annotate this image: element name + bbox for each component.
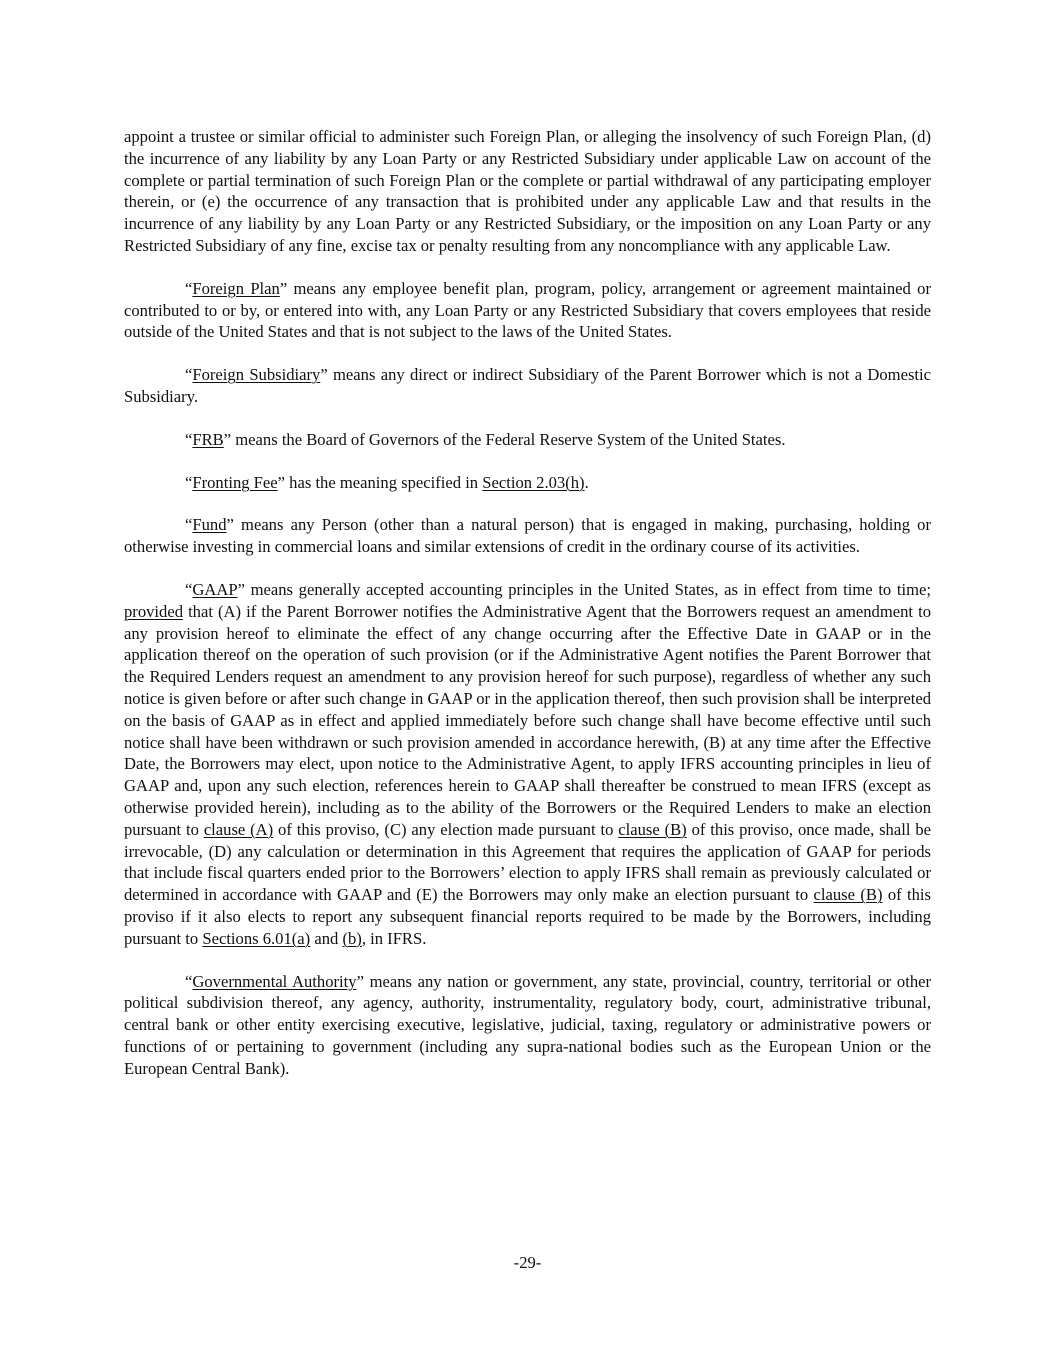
- close-quote: ”: [237, 579, 245, 599]
- definition-text: means the Board of Governors of the Federal Reserve System of the United States.: [231, 429, 786, 449]
- open-quote: “: [185, 472, 193, 492]
- page-number: -29-: [513, 1253, 542, 1272]
- continuation-paragraph: [124, 126, 931, 257]
- definition-text: has the meaning specified in: [285, 472, 483, 492]
- definition-text: of this proviso, (C) any election made pursuant to: [273, 819, 619, 839]
- definition-governmental-authority: [124, 971, 931, 1080]
- defined-term-foreign-subsidiary: Foreign Subsidiary: [192, 365, 321, 385]
- definition-foreign-plan: [124, 278, 931, 343]
- definition-foreign-subsidiary: [124, 364, 931, 408]
- definition-fund: [124, 514, 931, 558]
- defined-term-governmental-authority: Governmental Authority: [192, 971, 357, 991]
- open-quote: “: [185, 579, 193, 599]
- open-quote: “: [185, 515, 193, 535]
- continuation-text: appoint a trustee or similar official to administer such Foreign Plan, or alleging the insolvency of such Foreign Plan, (d) the incurrence of any liability by any Loan Party or any Restricted Subsidiary under applicable Law on account of the complete or partial termination of such Foreign Plan or the complete or partial withdrawal of any participating employer therein, or (e) the occurrence of any transaction that is prohibited under any applicable Law and that results in the incurrence of any liability by any Loan Party or any Restricted Subsidiary, or the imposition on any Loan Party or any Restricted Subsidiary of any fine, excise tax or penalty resulting from any noncompliance with any applicable Law.: [124, 127, 931, 255]
- definition-text: , in IFRS.: [361, 928, 427, 948]
- open-quote: “: [185, 278, 193, 298]
- document-page: [124, 126, 931, 1100]
- defined-term-fronting-fee: Fronting Fee: [192, 472, 278, 492]
- definition-frb: [124, 429, 931, 451]
- section-reference: Section 2.03(h): [482, 472, 585, 492]
- close-quote: ”: [277, 472, 286, 492]
- definition-text: that (A) if the Parent Borrower notifies the Administrative Agent that the Borrowers request an amendment to any provision hereof to eliminate the effect of any change occurring after the Effective Date in GAAP or in the application thereof on the operation of such provision (or if the Administrative Agent notifies the Parent Borrower that the Required Lenders request an amendment to any provision hereof for such purpose), regardless of whether any such notice is given before or after such change in GAAP or in the application thereof, then such provision shall be interpreted on the basis of GAAP as in effect and applied immediately before such change shall have become effective until such notice shall have been withdrawn or such provision amended in accordance herewith, (B) at any time after the Effective Date, the Borrowers may elect, upon notice to the Administrative Agent, to apply IFRS accounting principles in lieu of GAAP and, upon any such election, references herein to GAAP shall thereafter be construed to mean IFRS (except as otherwise provided herein), including as to the ability of the Borrowers or the Required Lenders to make an election pursuant to: [124, 601, 931, 839]
- definition-fronting-fee: [124, 472, 931, 494]
- definition-text: means any employee benefit plan, program, policy, arrangement or agreement maintained or contributed to or by, or entered into with, any Loan Party or any Restricted Subsidiary that covers employees that reside outside of the United States and that is not subject to the laws of the United States.: [124, 278, 931, 342]
- definition-text: and: [310, 928, 343, 948]
- definition-text: means generally accepted accounting principles in the United States, as in effect from time to time;: [244, 579, 931, 599]
- definition-text: of this proviso, once made, shall be irrevocable, (D) any calculation or determination in this Agreement that requires the application of GAAP for periods that include fiscal quarters ended prior to the Borrowers’ election to apply IFRS shall remain as previously calculated or determined in accordance with GAAP and (E) the Borrowers may only make an election pursuant to: [124, 819, 931, 905]
- open-quote: “: [185, 429, 193, 449]
- definition-text: of this proviso if it also elects to report any subsequent financial reports required to be made by the Borrowers, including pursuant to: [124, 885, 931, 948]
- clause-reference: clause (A): [203, 819, 274, 839]
- close-quote: ”: [356, 971, 364, 991]
- defined-term-frb: FRB: [192, 429, 224, 449]
- definition-end: .: [584, 472, 589, 492]
- section-reference: (b): [342, 928, 362, 948]
- defined-term-foreign-plan: Foreign Plan: [192, 278, 280, 298]
- clause-reference: clause (B): [813, 885, 883, 905]
- provided-term: provided: [124, 601, 183, 621]
- definition-text: means any direct or indirect Subsidiary of the Parent Borrower which is not a Domestic Subsidiary.: [124, 365, 931, 406]
- defined-term-gaap: GAAP: [192, 579, 238, 599]
- open-quote: “: [185, 365, 193, 385]
- close-quote: ”: [320, 365, 328, 385]
- clause-reference: clause (B): [618, 819, 687, 839]
- close-quote: ”: [279, 278, 288, 298]
- close-quote: ”: [223, 429, 232, 449]
- section-reference: Sections 6.01(a): [202, 928, 311, 948]
- defined-term-fund: Fund: [192, 515, 227, 535]
- definition-gaap: [124, 579, 931, 950]
- open-quote: “: [185, 971, 193, 991]
- close-quote: ”: [226, 515, 234, 535]
- definition-text: means any Person (other than a natural person) that is engaged in making, purchasing, holding or otherwise investing in commercial loans and similar extensions of credit in the ordinary course of its activities.: [124, 515, 931, 557]
- definition-text: means any nation or government, any state, provincial, country, territorial or other political subdivision thereof, any agency, authority, instrumentality, regulatory body, court, administrative tribunal, central bank or other entity exercising executive, legislative, judicial, taxing, regulatory or administrative powers or functions of or pertaining to government (including any supra-national bodies such as the European Union or the European Central Bank).: [124, 971, 932, 1078]
